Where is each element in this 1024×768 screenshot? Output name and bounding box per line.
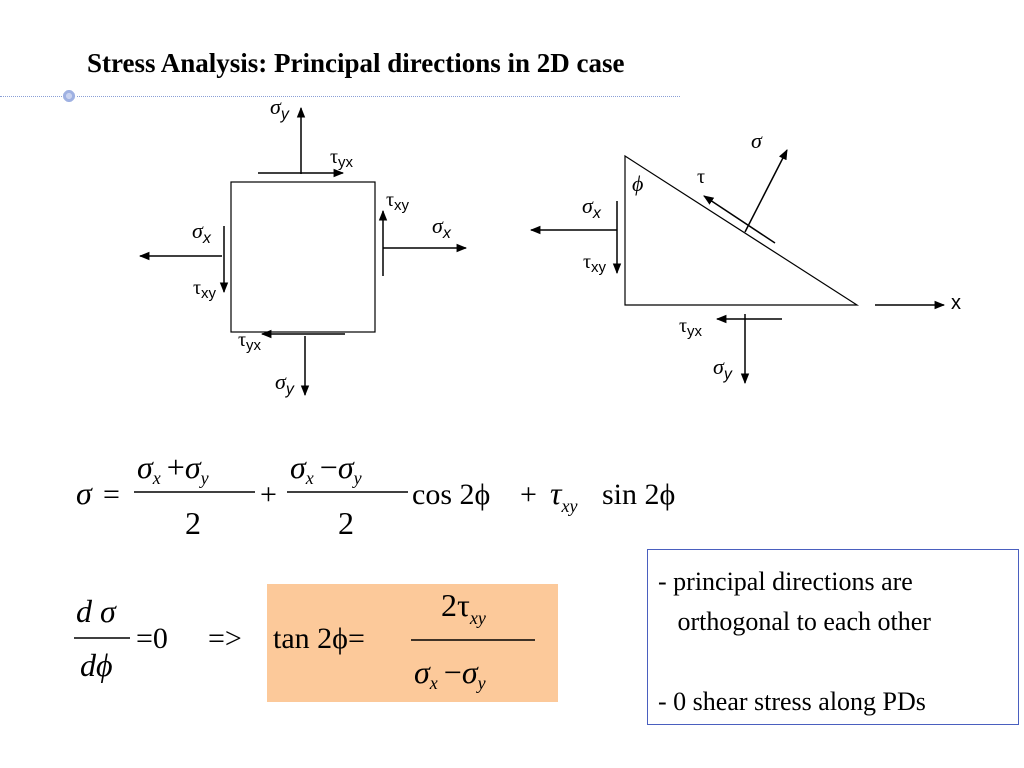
label-tau-yx-top: $\tau_{yx}$ [330,146,354,171]
label-tau-xy-right: $\tau_{xy}$ [386,189,410,214]
label-x-axis: x [951,292,961,314]
label-tri-sigma-y: $\sigma_y$ [713,354,732,383]
eq2-tan-lhs: tan 2ϕ= [273,622,365,655]
label-tri-tau-yx: $\tau_{yx}$ [679,315,703,340]
tau-shear-arrow [704,196,775,243]
label-phi-angle: ϕ [632,171,644,196]
principal-direction-equation [74,587,535,693]
eq1-equals: = [103,478,120,511]
note-spacer [658,642,1018,682]
label-sigma-x-right: $\sigma_x$ [432,213,451,242]
page-title: Stress Analysis: Principal directions in 2D case [87,48,625,78]
label-tri-tau-xy: $\tau_{xy}$ [583,251,607,276]
sigma-normal-arrow [745,150,787,232]
eq1-num2: σx −σy [290,449,362,488]
stress-element-triangle [625,156,857,305]
note-line-1: - principal directions are [658,567,913,596]
label-tau-xy-left: $\tau_{xy}$ [193,277,217,302]
principal-directions-notes [647,549,1019,725]
note-line-3: - 0 shear stress along PDs [658,687,926,716]
eq2-denominator: σx −σy [414,654,486,693]
label-tau-yx-bottom: $\tau_{yx}$ [238,329,262,354]
label-tri-sigma-x: $\sigma_x$ [582,193,601,222]
label-sigma-normal: σ [751,128,762,153]
eq1-num1: σx +σy [137,449,209,488]
label-sigma-x-left: $\sigma_x$ [192,218,211,247]
eq1-den1: 2 [185,505,201,541]
label-sigma-y-top: $\sigma_y$ [270,94,289,123]
eq2-d-phi: dϕ [80,647,113,683]
eq2-implies: => [208,622,242,655]
eq1-lhs: σ [76,475,92,511]
label-sigma-y-bottom: $\sigma_y$ [275,369,294,398]
eq1-tau: $\tau_{xy}$ [550,475,578,516]
eq2-d-sigma: d σ [76,593,116,629]
eq1-plus: + [260,478,277,511]
eq1-sin-term: sin 2ϕ [602,478,676,511]
eq2-numerator: $2\tau_{xy}$ [441,587,486,628]
sigma-transformation-equation [76,449,675,541]
eq1-den2: 2 [338,505,354,541]
eq2-eq-zero: =0 [136,622,168,655]
eq1-cos-term: cos 2ϕ [412,478,491,511]
note-line-2: orthogonal to each other [658,607,931,636]
label-tau-shear: τ [697,166,706,188]
eq1-plus2: + [520,478,537,511]
stress-element-square [231,182,375,332]
